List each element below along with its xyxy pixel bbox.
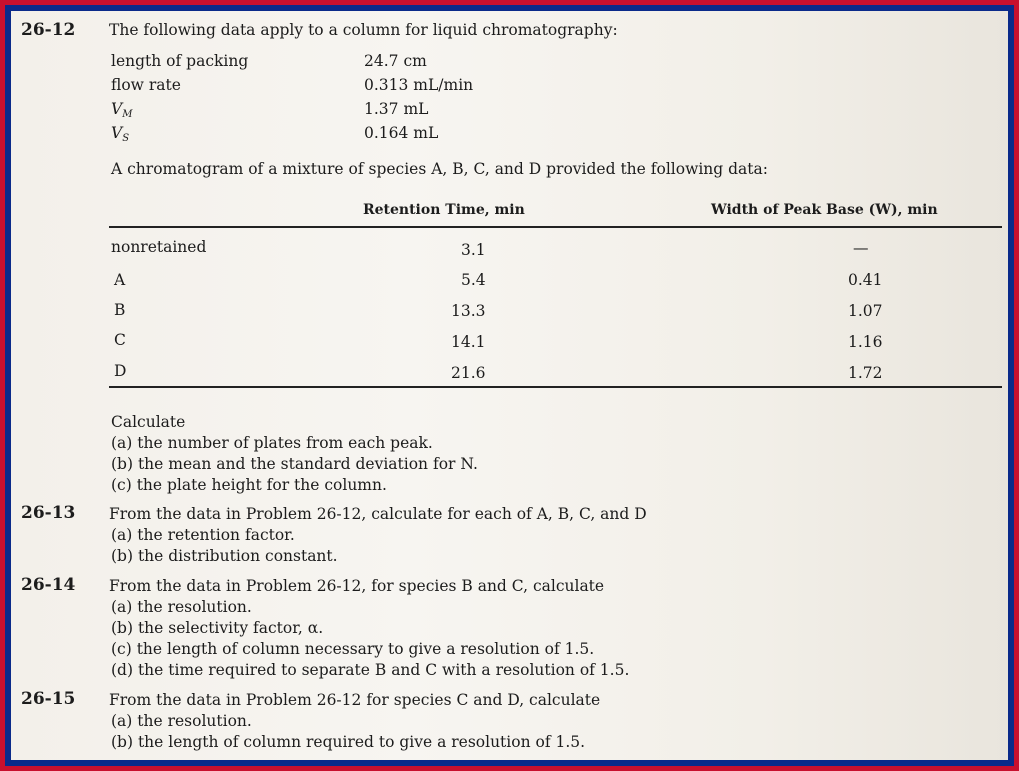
problem-number-26-12: 26-12 — [21, 20, 76, 40]
problem-number-26-14: 26-14 — [21, 575, 76, 595]
table-bottom-rule — [109, 386, 1002, 388]
screenshot-frame — [5, 5, 1014, 766]
table-row-width: 0.41 — [848, 271, 883, 289]
problem-26-12-part-a: (a) the number of plates from each peak. — [111, 434, 433, 452]
table-header-width: Width of Peak Base (W), min — [711, 202, 938, 218]
problem-26-14-part-c: (c) the length of column necessary to give a resolution of 1.5. — [111, 640, 595, 658]
param-value-flow-rate: 0.313 mL/min — [364, 76, 474, 94]
problem-26-14-part-a: (a) the resolution. — [111, 598, 252, 616]
problem-number-26-13: 26-13 — [21, 503, 76, 523]
problem-26-12-part-b: (b) the mean and the standard deviation for N. — [111, 455, 478, 473]
calculate-label: Calculate — [111, 413, 186, 431]
table-row-width: 1.72 — [848, 364, 883, 382]
textbook-page — [11, 11, 1008, 760]
param-value-length: 24.7 cm — [364, 52, 427, 70]
problem-26-14-part-d: (d) the time required to separate B and C with a resolution of 1.5. — [111, 661, 630, 679]
problem-26-14-part-b: (b) the selectivity factor, α. — [111, 619, 324, 637]
problem-26-14-text: From the data in Problem 26-12, for species B and C, calculate — [109, 577, 605, 595]
param-value-vm: 1.37 mL — [364, 100, 429, 118]
table-header-retention: Retention Time, min — [363, 202, 525, 218]
table-row-species: C — [114, 331, 126, 349]
param-label-vs: $V_S$ — [111, 124, 130, 144]
table-row-species: D — [114, 362, 127, 380]
table-row-retention: 3.1 — [461, 241, 486, 259]
table-row-width: 1.07 — [848, 302, 883, 320]
problem-26-15-part-b: (b) the length of column required to give a resolution of 1.5. — [111, 733, 586, 751]
param-label-vm: $V_M$ — [111, 100, 133, 120]
problem-number-26-15: 26-15 — [21, 689, 76, 709]
table-row-species: B — [114, 301, 126, 319]
param-label-length: length of packing — [111, 52, 249, 70]
table-row-width: — — [853, 239, 869, 257]
problem-26-13-part-a: (a) the retention factor. — [111, 526, 295, 544]
table-row-width: 1.16 — [848, 333, 883, 351]
problem-26-15-text: From the data in Problem 26-12 for species C and D, calculate — [109, 691, 601, 709]
table-row-species: nonretained — [111, 238, 207, 256]
param-label-flow-rate: flow rate — [111, 76, 181, 94]
table-row-retention: 14.1 — [451, 333, 486, 351]
table-row-species: A — [114, 271, 126, 289]
problem-26-13-part-b: (b) the distribution constant. — [111, 547, 338, 565]
problem-26-12-intro: The following data apply to a column for liquid chromatography: — [109, 21, 618, 39]
problem-26-15-part-a: (a) the resolution. — [111, 712, 252, 730]
table-row-retention: 13.3 — [451, 302, 486, 320]
table-row-retention: 21.6 — [451, 364, 486, 382]
problem-26-13-text: From the data in Problem 26-12, calculate for each of A, B, C, and D — [109, 505, 647, 523]
param-value-vs: 0.164 mL — [364, 124, 439, 142]
problem-26-12-part-c: (c) the plate height for the column. — [111, 476, 387, 494]
table-row-retention: 5.4 — [461, 271, 486, 289]
chromatogram-intro: A chromatogram of a mixture of species A, B, C, and D provided the following data: — [111, 160, 768, 178]
table-top-rule — [109, 226, 1002, 228]
